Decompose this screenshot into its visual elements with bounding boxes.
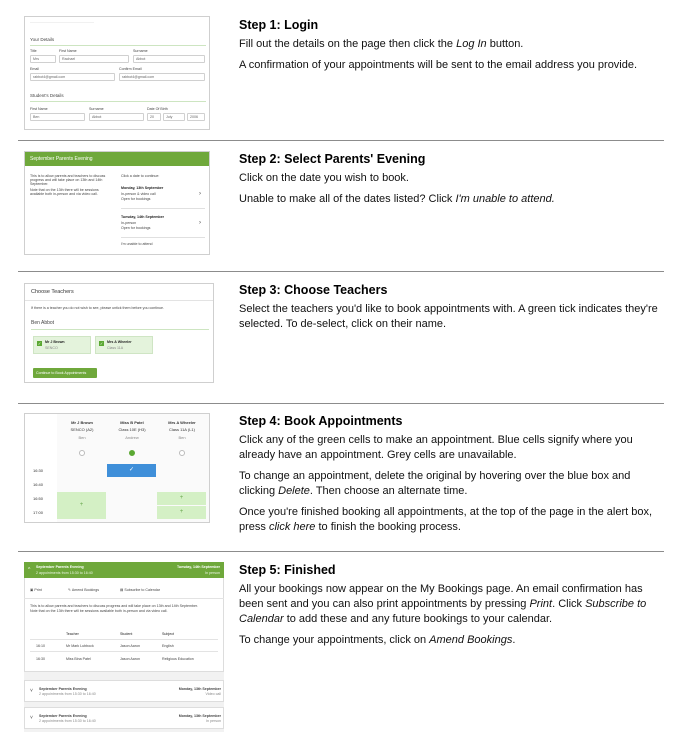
dob-year-select[interactable]: 2006: [187, 113, 205, 121]
choose-note: If there is a teacher you do not wish to see, please untick them before you continue.: [31, 306, 165, 310]
check-icon: ✓: [99, 341, 104, 346]
step4-para3: Once you're finished booking all appointments, at the top of the page in the alert box, press click here to finish the booking process.: [239, 506, 653, 533]
step3-para1: Select the teachers you'd like to book appointments with. A green tick indicates they're selected. To de-select, click on their name.: [239, 303, 658, 330]
student-details-heading: Student's Details: [30, 93, 64, 98]
pencil-icon: ✎: [68, 588, 72, 592]
unable-to-attend-link[interactable]: I'm unable to attend: [121, 242, 153, 246]
circle-icon: [179, 450, 185, 456]
step5-screenshot: ^ September Parents Evening 2 appointments from 15:30 to 16:40 Tuesday, 14th September In person ▣ Print ✎ Amend Bookings ▤ Subscribe to Calendar This is to allow parents and teachers to discuss progress and will take place on 13th and 14th September. Note that on the 13th there will be sessions available both in-person and via video call. Teacher Student Subject 16:10 Mr Mark Lubbock Jason Aaron English 16:30 Miss Bina Patel Jason Aaron Religious Education ˅ September Parents Evening 2 appointments from 15:30 to 16:40 Monday, 13th September Video call ˅ September Parents Evening 2 appointments from 15:30 to 16:40 Monday, 13th September In person: [24, 562, 224, 732]
confirm-email-field[interactable]: rabbot4@gmail.com: [119, 73, 205, 81]
step5-title: Step 5: Finished: [239, 563, 336, 577]
available-slot[interactable]: +: [157, 492, 206, 505]
printer-icon: ▣: [30, 588, 34, 592]
step1-title: Step 1: Login: [239, 18, 319, 32]
step2-title: Step 2: Select Parents' Evening: [239, 152, 426, 166]
evening-header: September Parents Evening: [30, 156, 93, 162]
student-surname-label: Surname: [89, 107, 104, 111]
student-name: Ben Abbot: [31, 320, 55, 326]
dob-day-select[interactable]: 20: [147, 113, 161, 121]
time-label: 16:30: [33, 468, 44, 473]
booking-note: Note that on the 13th there will be sessions available both in-person and via video call.: [30, 609, 168, 613]
available-slot[interactable]: +: [157, 506, 206, 519]
step1-para1: Fill out the details on the page then click the Log In button.: [239, 38, 524, 50]
step1-screenshot: [24, 16, 210, 130]
booking-collapsed-2[interactable]: ˅ September Parents Evening 2 appointments from 15:30 to 16:40 Monday, 13th September In person: [24, 707, 224, 729]
teacher-column-header: Mr J Brown SENCO (A2) Ben: [70, 420, 94, 440]
date-option-tuesday[interactable]: Tuesday, 14th September In-person Open for bookings ›: [121, 212, 205, 238]
step4-title: Step 4: Book Appointments: [239, 414, 403, 428]
booking-sub: 2 appointments from 15:30 to 16:40: [36, 571, 93, 575]
step5-para2: To change your appointments, click on Amend Bookings.: [239, 634, 516, 646]
evening-intro: This is to allow parents and teachers to discuss progress and will take place on 13th and 14th September.: [30, 174, 106, 186]
subscribe-calendar-button[interactable]: ▤ Subscribe to Calendar: [120, 588, 160, 592]
choose-teachers-header: Choose Teachers: [31, 289, 74, 295]
first-name-label: First Name: [59, 49, 77, 53]
booking-title: September Parents Evening: [36, 565, 84, 569]
booked-slot[interactable]: ✓: [107, 464, 156, 477]
col-subject: Subject: [162, 632, 174, 636]
continue-button[interactable]: Continue to Book Appointments: [33, 368, 97, 378]
divider: [18, 551, 664, 552]
dob-month-select[interactable]: July: [163, 113, 185, 121]
teacher-card-wheeler[interactable]: ✓ Mrs A Wheeler Class 11A: [95, 336, 153, 354]
surname-field[interactable]: Abbot: [133, 55, 205, 63]
divider: [18, 140, 664, 141]
confirm-email-label: Confirm Email: [119, 67, 142, 71]
step4-para1: Click any of the green cells to make an appointment. Blue cells signify where you already have an appointment. Grey cells are unavailable.: [239, 434, 633, 461]
step2-screenshot: [24, 151, 210, 255]
step2-para2: Unable to make all of the dates listed? Click I'm unable to attend.: [239, 193, 555, 205]
step3-title: Step 3: Choose Teachers: [239, 283, 388, 297]
booking-date: Tuesday, 14th September: [176, 565, 220, 569]
divider: [18, 271, 664, 272]
email-label: Email: [30, 67, 39, 71]
step3-text: [239, 283, 664, 338]
your-details-heading: Your Details: [30, 37, 55, 42]
student-surname-field[interactable]: Abbot: [89, 113, 144, 121]
title-label: Title: [30, 49, 37, 53]
amend-bookings-button[interactable]: ✎ Amend Bookings: [68, 588, 99, 592]
time-label: 16:40: [33, 482, 44, 487]
time-label: 17:00: [33, 510, 44, 515]
step2-text: [239, 152, 664, 213]
booking-intro: This is to allow parents and teachers to discuss progress and will take place on 13th and 14th September.: [30, 604, 199, 608]
available-slot[interactable]: +: [57, 492, 106, 519]
step4-screenshot: [24, 413, 210, 523]
step5-para1: All your bookings now appear on the My Bookings page. An email confirmation has been sent and you can also print appointments by pressing Print. Click Subscribe to Calendar to add these and any future bookings to your calendar.: [239, 583, 647, 625]
email-field[interactable]: rabbot4@gmail.com: [30, 73, 115, 81]
step4-para2: To change an appointment, delete the original by hovering over the blue box and clicking Delete. Then choose an alternate time.: [239, 470, 631, 497]
step1-para2: A confirmation of your appointments will be sent to the email address you provide.: [239, 59, 638, 71]
check-icon: ✓: [37, 341, 42, 346]
chevron-right-icon: ›: [199, 220, 201, 226]
title-select[interactable]: Mrs: [30, 55, 56, 63]
booking-collapsed-1[interactable]: ˅ September Parents Evening 2 appointments from 15:30 to 16:40 Monday, 13th September Video call: [24, 680, 224, 702]
chevron-down-icon: ˅: [30, 715, 33, 721]
dob-label: Date Of Birth: [147, 107, 168, 111]
surname-label: Surname: [133, 49, 148, 53]
first-name-field[interactable]: Rachael: [59, 55, 129, 63]
intro-text: ................................................................: [30, 20, 94, 24]
booking-date-sub: In person: [205, 571, 220, 575]
col-teacher: Teacher: [66, 632, 79, 636]
step5-text: [239, 563, 664, 654]
circle-icon: [79, 450, 85, 456]
calendar-icon: ▤: [120, 588, 124, 592]
selected-circle-icon: [129, 450, 135, 456]
divider: [18, 403, 664, 404]
chevron-up-icon: ^: [28, 567, 31, 573]
step1-text: [239, 18, 664, 79]
teacher-card-brown[interactable]: ✓ Mr J Brown SENCO: [33, 336, 91, 354]
click-date-label: Click a date to continue:: [121, 174, 160, 178]
evening-note: Note that on the 13th there will be sessions available both in-person and via video call.: [30, 188, 99, 196]
print-button[interactable]: ▣ Print: [30, 588, 42, 592]
chevron-down-icon: ˅: [30, 688, 33, 694]
teacher-column-header: Miss B Patel Class 10E (H3) Andrew: [118, 420, 146, 440]
teacher-column-header: Mrs A Wheeler Class 11A (L1) Ben: [168, 420, 196, 440]
student-first-label: First Name: [30, 107, 48, 111]
step4-text: [239, 414, 664, 541]
student-first-field[interactable]: Ben: [30, 113, 85, 121]
step3-screenshot: [24, 283, 214, 383]
time-label: 16:50: [33, 496, 44, 501]
step2-para1: Click on the date you wish to book.: [239, 172, 409, 184]
date-option-monday[interactable]: Monday, 13th September In-person & video call Open for bookings ›: [121, 183, 205, 209]
chevron-right-icon: ›: [199, 191, 201, 197]
col-student: Student: [120, 632, 133, 636]
